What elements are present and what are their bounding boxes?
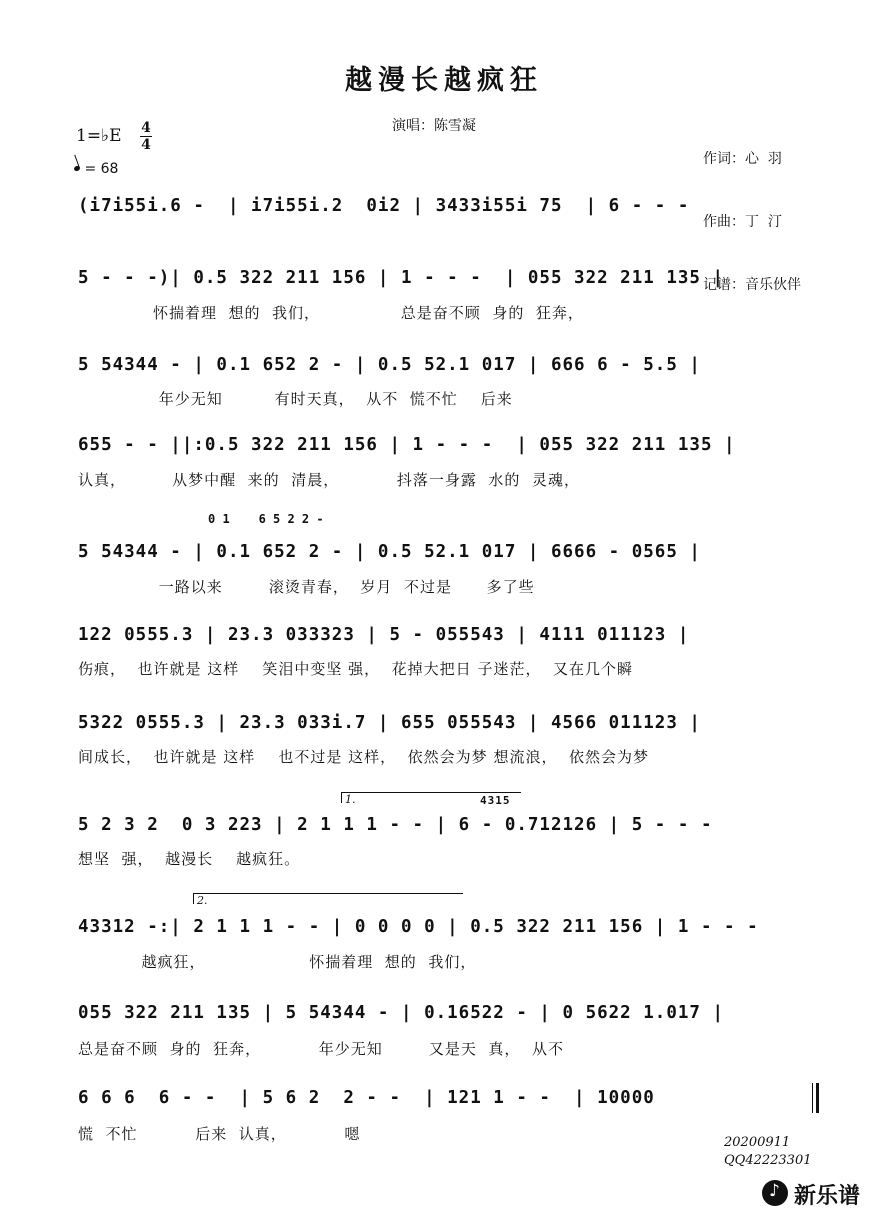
row-9-lyrics: 越疯狂， 怀揣着理 想的 我们， <box>78 953 477 971</box>
qq-number: QQ42223301 <box>724 1153 812 1168</box>
row-2-lyrics: 怀揣着理 想的 我们， 总是奋不顾 身的 狂奔， <box>78 304 584 322</box>
composer: 作曲：丁 汀 <box>703 214 782 230</box>
row-2-music: 5 - - -)| 0.5 322 211 156 | 1 - - - | 055 322 211 135 | <box>78 268 725 288</box>
lyricist: 作词：心 羽 <box>703 151 782 167</box>
row-5-lyrics: 一路以来 滚烫青春， 岁月 不过是 多了些 <box>78 578 535 596</box>
footer <box>724 1134 811 1170</box>
row-4-music: 655 - - ||:0.5 322 211 156 | 1 - - - | 055 322 211 135 | <box>78 435 736 455</box>
final-barline-thin <box>812 1083 813 1113</box>
row-10-music: 055 322 211 135 | 5 54344 - | 0.16522 - | 0 5622 1.017 | <box>78 1003 725 1023</box>
time-signature-bottom: 4 <box>141 137 151 153</box>
row-6-music: 122 0555.3 | 23.3 033323 | 5 - 055543 | 4111 011123 | <box>78 625 690 645</box>
row-1-music: (i7i55i.6 - | i7i55i.2 0i2 | 3433i55i 75 | 6 - - - <box>78 196 690 216</box>
row-3-music: 5 54344 - | 0.1 652 2 - | 0.5 52.1 017 | 666 6 - 5.5 | <box>78 355 701 375</box>
volta-1: 1. <box>341 792 521 803</box>
time-signature <box>140 120 152 153</box>
music-note-icon <box>762 1180 788 1206</box>
quarter-note-icon <box>73 165 80 172</box>
tempo-value: = 68 <box>84 161 119 177</box>
song-title: 越漫长越疯狂 <box>345 65 543 96</box>
bracket-note: 4315 <box>480 794 511 807</box>
row-10-lyrics: 总是奋不顾 身的 狂奔， 年少无知 又是天 真， 从不 <box>78 1040 564 1058</box>
row-8-lyrics: 想坚 强， 越漫长 越疯狂。 <box>78 850 301 868</box>
key-signature: 1=♭E <box>76 126 122 146</box>
time-signature-top: 4 <box>141 120 151 136</box>
row-8-music: 5 2 3 2 0 3 223 | 2 1 1 1 - - | 6 - 0.712126 | 5 - - - <box>78 815 713 835</box>
row-11-music: 6 6 6 6 - - | 5 6 2 2 - - | 121 1 - - | 10000 <box>78 1088 655 1108</box>
row-3-lyrics: 年少无知 有时天真， 从不 慌不忙 后来 <box>78 390 513 408</box>
tempo-marking <box>74 161 118 177</box>
row-7-lyrics: 间成长， 也许就是 这样 也不过是 这样， 依然会为梦 想流浪， 依然会为梦 <box>78 748 649 766</box>
row-9-music: 43312 -:| 2 1 1 1 - - | 0 0 0 0 | 0.5 322 211 156 | 1 - - - <box>78 917 759 937</box>
row-5-music: 5 54344 - | 0.1 652 2 - | 0.5 52.1 017 | 6666 - 0565 | <box>78 542 701 562</box>
ossia-line: 0 1 6 5 2 2 - <box>208 512 324 526</box>
row-11-lyrics: 慌 不忙 后来 认真， 嗯 <box>78 1125 361 1143</box>
row-4-lyrics: 认真， 从梦中醒 来的 清晨， 抖落一身露 水的 灵魂， <box>78 471 580 489</box>
date-stamp: 20200911 <box>724 1135 791 1150</box>
logo-text: 新乐谱 <box>794 1184 861 1209</box>
volta-2: 2. <box>193 893 463 904</box>
row-6-lyrics: 伤痕， 也许就是 这样 笑泪中变坚 强， 花掉大把日 子迷茫， 又在几个瞬 <box>78 660 633 678</box>
transcriber: 记谱：音乐伙伴 <box>703 277 801 293</box>
site-logo <box>762 1176 880 1210</box>
singer: 演唱：陈雪凝 <box>392 118 476 134</box>
row-7-music: 5322 0555.3 | 23.3 033i.7 | 655 055543 | 4566 011123 | <box>78 713 701 733</box>
final-barline-thick <box>816 1083 819 1113</box>
